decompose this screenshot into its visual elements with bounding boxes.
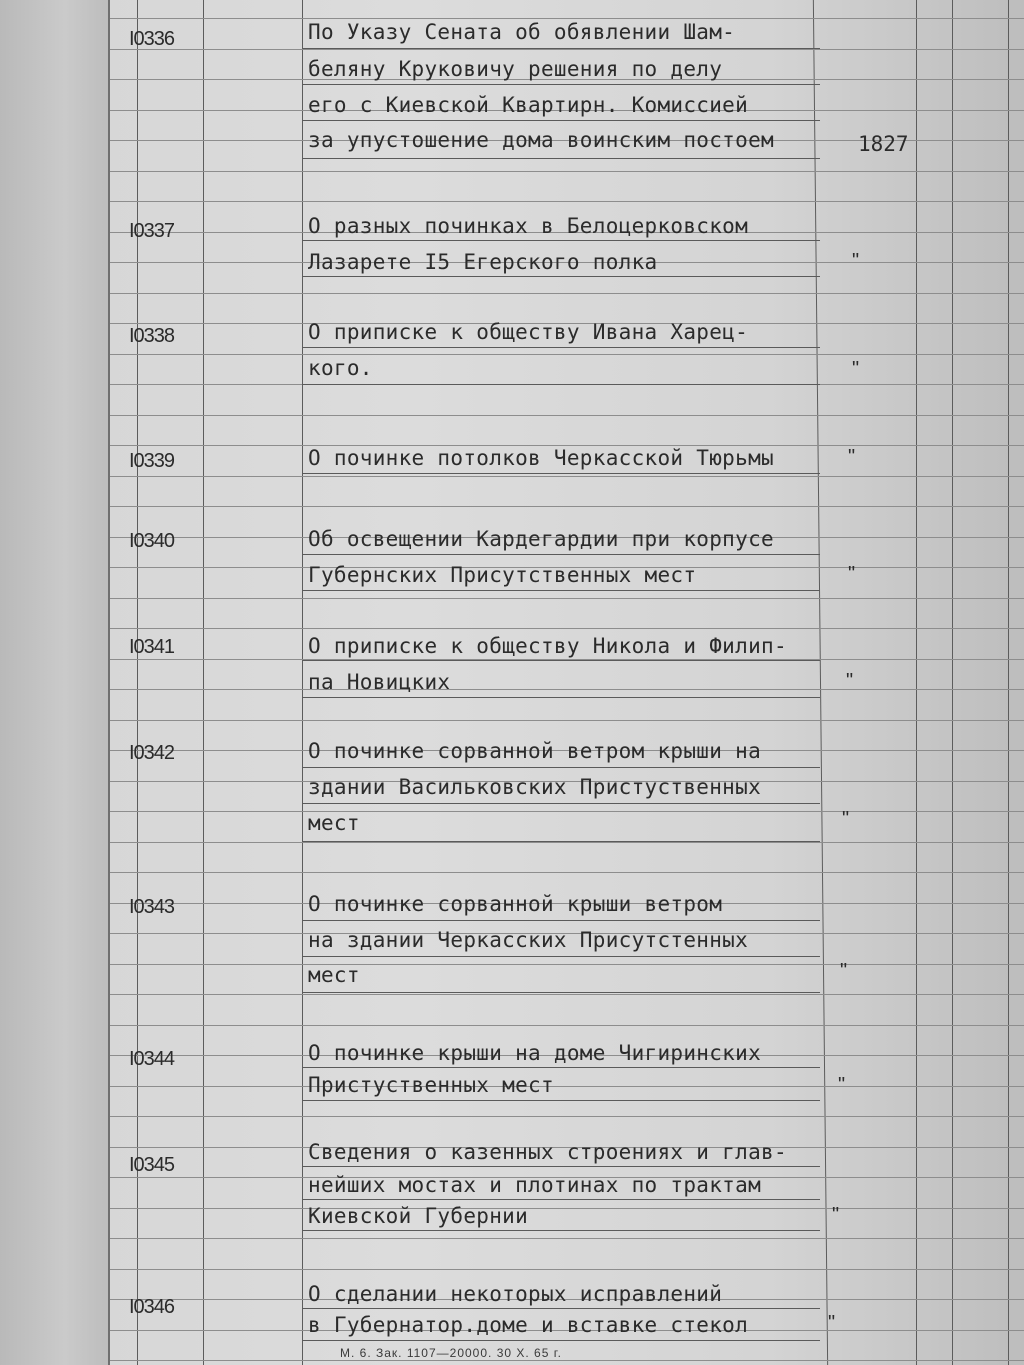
- entry-text-line: О разных починках в Белоцерковском: [308, 214, 749, 238]
- ruled-line: [110, 1025, 1024, 1026]
- ruled-line: [110, 994, 1024, 995]
- ruled-line: [110, 811, 1024, 812]
- ditto-mark: ": [848, 563, 856, 585]
- ruled-line: [110, 18, 1024, 19]
- ruled-line: [110, 872, 1024, 873]
- entry-text-line: Лазарете I5 Егерского полка: [308, 250, 658, 274]
- text-underline: [302, 554, 820, 555]
- ruled-line: [110, 415, 1024, 416]
- ditto-mark: ": [842, 808, 850, 830]
- text-underline: [302, 1199, 820, 1200]
- text-underline: [302, 803, 820, 804]
- entry-text-line: О починке крыши на доме Чигиринских: [308, 1041, 762, 1065]
- text-underline: [302, 48, 820, 49]
- ruled-line: [110, 842, 1024, 843]
- print-footer: М. 6. Зак. 1107—20000. 30 X. 65 г.: [340, 1346, 562, 1360]
- text-underline: [302, 920, 820, 921]
- ruled-line: [110, 476, 1024, 477]
- text-underline: [302, 590, 820, 591]
- ruled-line: [110, 720, 1024, 721]
- ruled-line: [110, 201, 1024, 202]
- ruled-line: [110, 1116, 1024, 1117]
- ruled-line: [110, 1360, 1024, 1361]
- entry-number: I0341: [129, 636, 175, 658]
- text-underline: [302, 473, 820, 474]
- ruled-line: [110, 1269, 1024, 1270]
- text-underline: [302, 276, 820, 277]
- text-underline: [302, 84, 820, 85]
- ditto-mark: ": [838, 1074, 846, 1096]
- entry-number: I0336: [129, 28, 175, 50]
- entry-text-line: О починке потолков Черкасской Тюрьмы: [308, 446, 774, 470]
- entry-text-line: мест: [308, 963, 360, 987]
- entry-text-line: нейших мостах и плотинах по трактам: [308, 1173, 762, 1197]
- text-underline: [302, 956, 820, 957]
- text-underline: [302, 992, 820, 993]
- ruled-line: [110, 1208, 1024, 1209]
- column-rule: [916, 0, 917, 1365]
- entry-text-line: Сведения о казенных строениях и глав-: [308, 1140, 787, 1164]
- column-rule: [302, 0, 303, 1365]
- ditto-mark: ": [852, 358, 860, 380]
- ruled-line: [110, 598, 1024, 599]
- entry-text-line: в Губернатор.доме и вставке стекол: [308, 1313, 749, 1337]
- entry-number: I0346: [129, 1296, 175, 1318]
- entry-text-line: О приписке к обществу Ивана Харец-: [308, 320, 749, 344]
- ditto-mark: ": [832, 1204, 840, 1226]
- entry-text-line: па Новицких: [308, 670, 451, 694]
- ruled-line: [110, 1086, 1024, 1087]
- text-underline: [302, 1100, 820, 1101]
- column-rule: [952, 0, 953, 1365]
- text-underline: [302, 841, 820, 842]
- entry-text-line: Пристуственных мест: [308, 1073, 554, 1097]
- text-underline: [302, 1230, 820, 1231]
- ruled-line: [110, 1238, 1024, 1239]
- entry-number: I0345: [129, 1154, 175, 1176]
- text-underline: [302, 1067, 820, 1068]
- text-underline: [302, 767, 820, 768]
- ruled-line: [110, 628, 1024, 629]
- entry-number: I0344: [129, 1048, 175, 1070]
- entry-text-line: Губернских Присутственных мест: [308, 563, 697, 587]
- entry-text-line: на здании Черкасских Присутстенных: [308, 928, 749, 952]
- entry-number: I0337: [129, 220, 175, 242]
- ruled-line: [110, 293, 1024, 294]
- text-underline: [302, 660, 820, 661]
- text-underline: [302, 120, 820, 121]
- entry-text-line: О сделании некоторых исправлений: [308, 1282, 723, 1306]
- entry-number: I0340: [129, 530, 175, 552]
- entry-text-line: беляну Круковичу решения по делу: [308, 57, 723, 81]
- entry-text-line: Киевской Губернии: [308, 1204, 529, 1228]
- text-underline: [302, 158, 820, 159]
- text-underline: [302, 697, 820, 698]
- ruled-line: [110, 49, 1024, 50]
- entry-text-line: кого.: [308, 356, 373, 380]
- text-underline: [302, 384, 820, 385]
- entry-text-line: По Указу Сената об обявлении Шам-: [308, 20, 736, 44]
- column-rule: [1008, 0, 1009, 1365]
- text-underline: [302, 1340, 820, 1341]
- entry-text-line: мест: [308, 811, 360, 835]
- column-rule: [813, 0, 828, 1365]
- entry-year: 1827: [858, 132, 909, 156]
- entry-text-line: О починке сорванной крыши ветром: [308, 892, 723, 916]
- entry-number: I0343: [129, 896, 175, 918]
- entry-number: I0339: [129, 450, 175, 472]
- ditto-mark: ": [852, 250, 860, 272]
- entry-text-line: здании Васильковских Пристуственных: [308, 775, 762, 799]
- entry-text-line: его с Киевской Квартирн. Комиссией: [308, 93, 749, 117]
- entry-text-line: О починке сорванной ветром крыши на: [308, 739, 762, 763]
- ruled-line: [110, 689, 1024, 690]
- ruled-line: [110, 506, 1024, 507]
- column-rule: [203, 0, 204, 1365]
- ditto-mark: ": [848, 446, 856, 468]
- entry-text-line: Об освещении Кардегардии при корпусе: [308, 527, 774, 551]
- ditto-mark: ": [846, 670, 854, 692]
- ruled-line: [110, 171, 1024, 172]
- ditto-mark: ": [828, 1312, 836, 1334]
- text-underline: [302, 1308, 820, 1309]
- entry-text-line: за упустошение дома воинским постоем: [308, 128, 774, 152]
- entry-number: I0342: [129, 742, 175, 764]
- ruled-line: [110, 354, 1024, 355]
- text-underline: [302, 347, 820, 348]
- facing-page-edge: [0, 0, 110, 1365]
- entry-number: I0338: [129, 325, 175, 347]
- ditto-mark: ": [840, 960, 848, 982]
- ruled-line: [110, 964, 1024, 965]
- text-underline: [302, 1166, 820, 1167]
- entry-text-line: О приписке к обществу Никола и Филип-: [308, 634, 787, 658]
- text-underline: [302, 240, 820, 241]
